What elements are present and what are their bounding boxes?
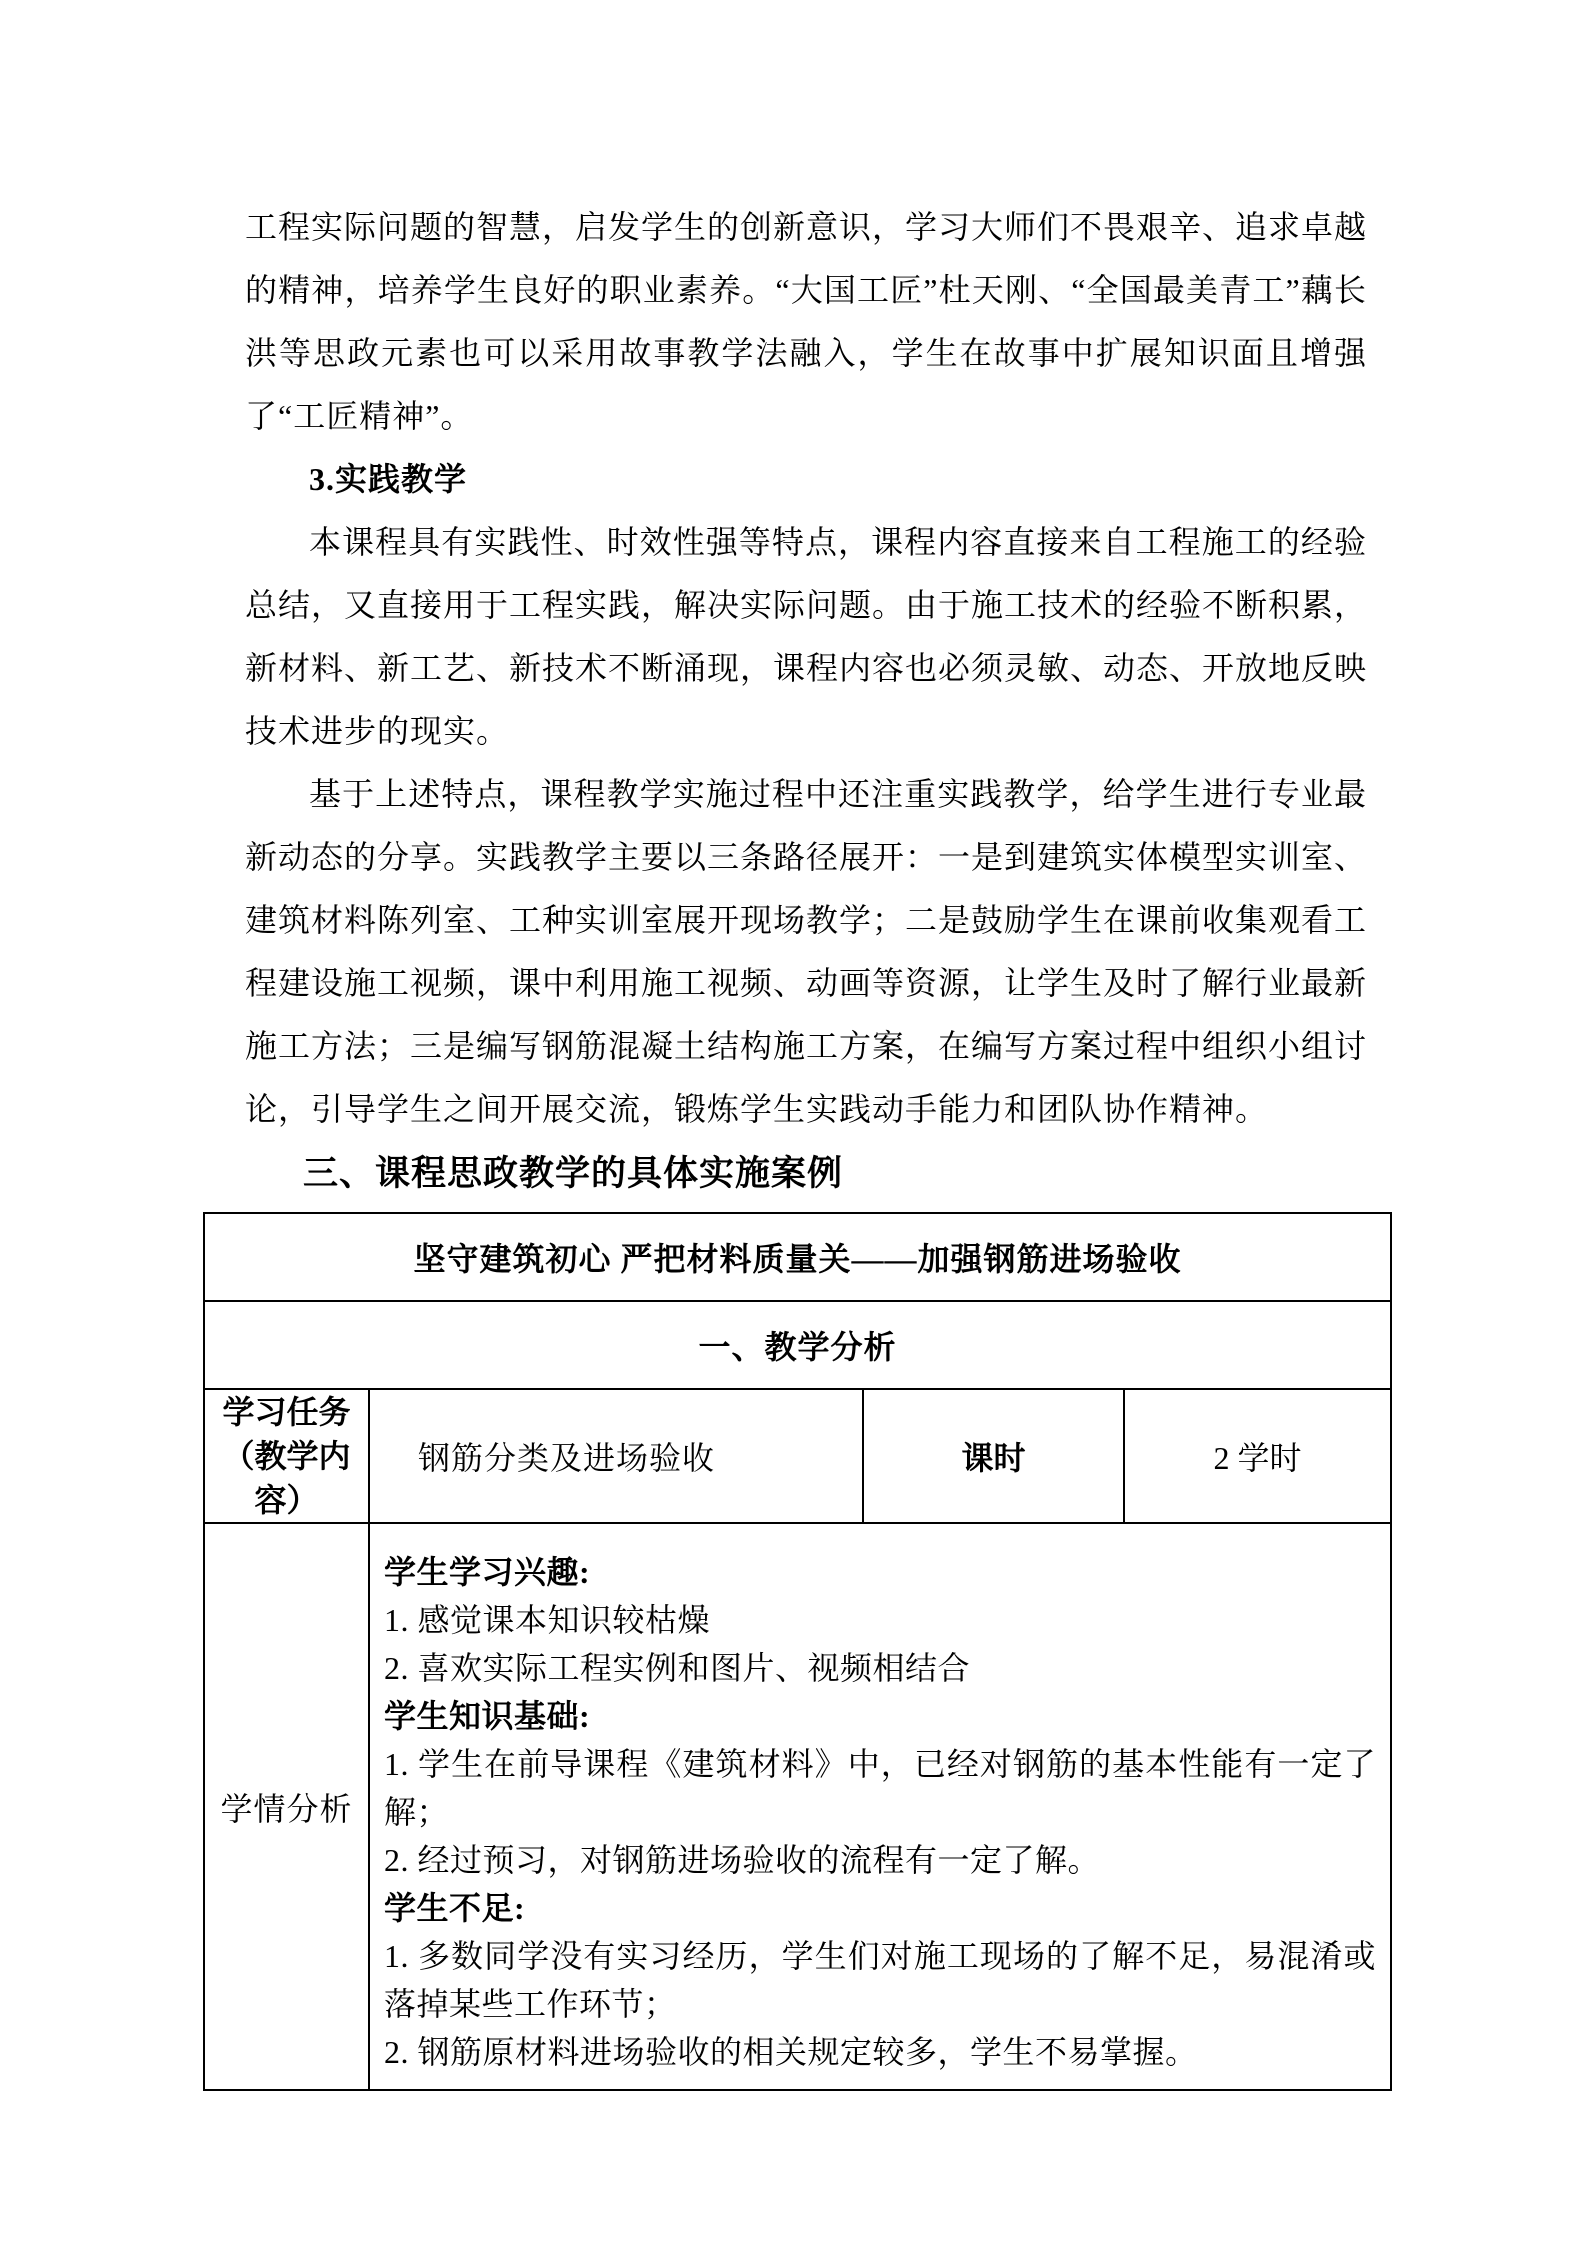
analysis-line-knowledge-2: 2. 经过预习，对钢筋进场验收的流程有一定了解。 [384,1841,1101,1878]
paragraph-three-paths: 基于上述特点，课程教学实施过程中还注重实践教学，给学生进行专业最新动态的分享。实践教学主要以三条路径展开：一是到建筑实体模型实训室、建筑材料陈列室、工种实训室展开现场教学；二是鼓励学生在课前收集观看工程建设施工视频，课中利用施工视频、动画等资源，让学生及时了解行业最新施工方法；三是编写钢筋混凝土结构施工方案，在编写方案过程中组织小组讨论，引导学生之间开展交流，锻炼学生实践动手能力和团队协作精神。 [245,776,1368,1127]
learner-analysis-label: 学情分析 [204,1523,369,2090]
subheading-practice-teaching: 3.实践教学 [309,461,468,497]
case-title: 坚守建筑初心 严把材料质量关——加强钢筋进场验收 [204,1213,1391,1301]
analysis-line-knowledge-header: 学生知识基础: [384,1697,591,1734]
class-hours-value: 2 学时 [1124,1389,1391,1523]
analysis-line-interest-header: 学生学习兴趣: [384,1553,591,1590]
analysis-line-weakness-2: 2. 钢筋原材料进场验收的相关规定较多，学生不易掌握。 [384,2033,1198,2070]
task-row [204,1389,1391,1523]
body-text-block [245,196,1367,1207]
section-heading-case-examples: 三、课程思政教学的具体实施案例 [303,1154,844,1193]
learning-task-content: 钢筋分类及进场验收 [369,1389,863,1523]
learner-analysis-content [369,1523,1391,2090]
case-subtitle-teaching-analysis: 一、教学分析 [204,1301,1391,1389]
table-subtitle-row [204,1301,1391,1389]
paragraph-course-features: 本课程具有实践性、时效性强等特点，课程内容直接来自工程施工的经验总结，又直接用于工程实践，解决实际问题。由于施工技术的经验不断积累，新材料、新工艺、新技术不断涌现，课程内容也必须灵敏、动态、开放地反映技术进步的现实。 [245,524,1368,749]
analysis-line-interest-1: 1. 感觉课本知识较枯燥 [384,1601,711,1638]
paragraph-continued: 工程实际问题的智慧，启发学生的创新意识，学习大师们不畏艰辛、追求卓越的精神，培养学生良好的职业素养。“大国工匠”杜天刚、“全国最美青工”藕长洪等思政元素也可以采用故事教学法融入，学生在故事中扩展知识面且增强了“工匠精神”。 [245,209,1368,434]
learning-task-label: 学习任务（教学内容） [204,1389,369,1523]
learner-analysis-row [204,1523,1391,2090]
teaching-case-table [203,1212,1392,2091]
analysis-line-weakness-header: 学生不足: [384,1889,526,1926]
class-hours-label: 课时 [863,1389,1124,1523]
analysis-line-interest-2: 2. 喜欢实际工程实例和图片、视频相结合 [384,1649,971,1686]
analysis-line-knowledge-1: 1. 学生在前导课程《建筑材料》中，已经对钢筋的基本性能有一定了解； [384,1745,1377,1830]
table-title-row [204,1213,1391,1301]
analysis-line-weakness-1: 1. 多数同学没有实习经历，学生们对施工现场的了解不足，易混淆或落掉某些工作环节； [384,1937,1377,2022]
